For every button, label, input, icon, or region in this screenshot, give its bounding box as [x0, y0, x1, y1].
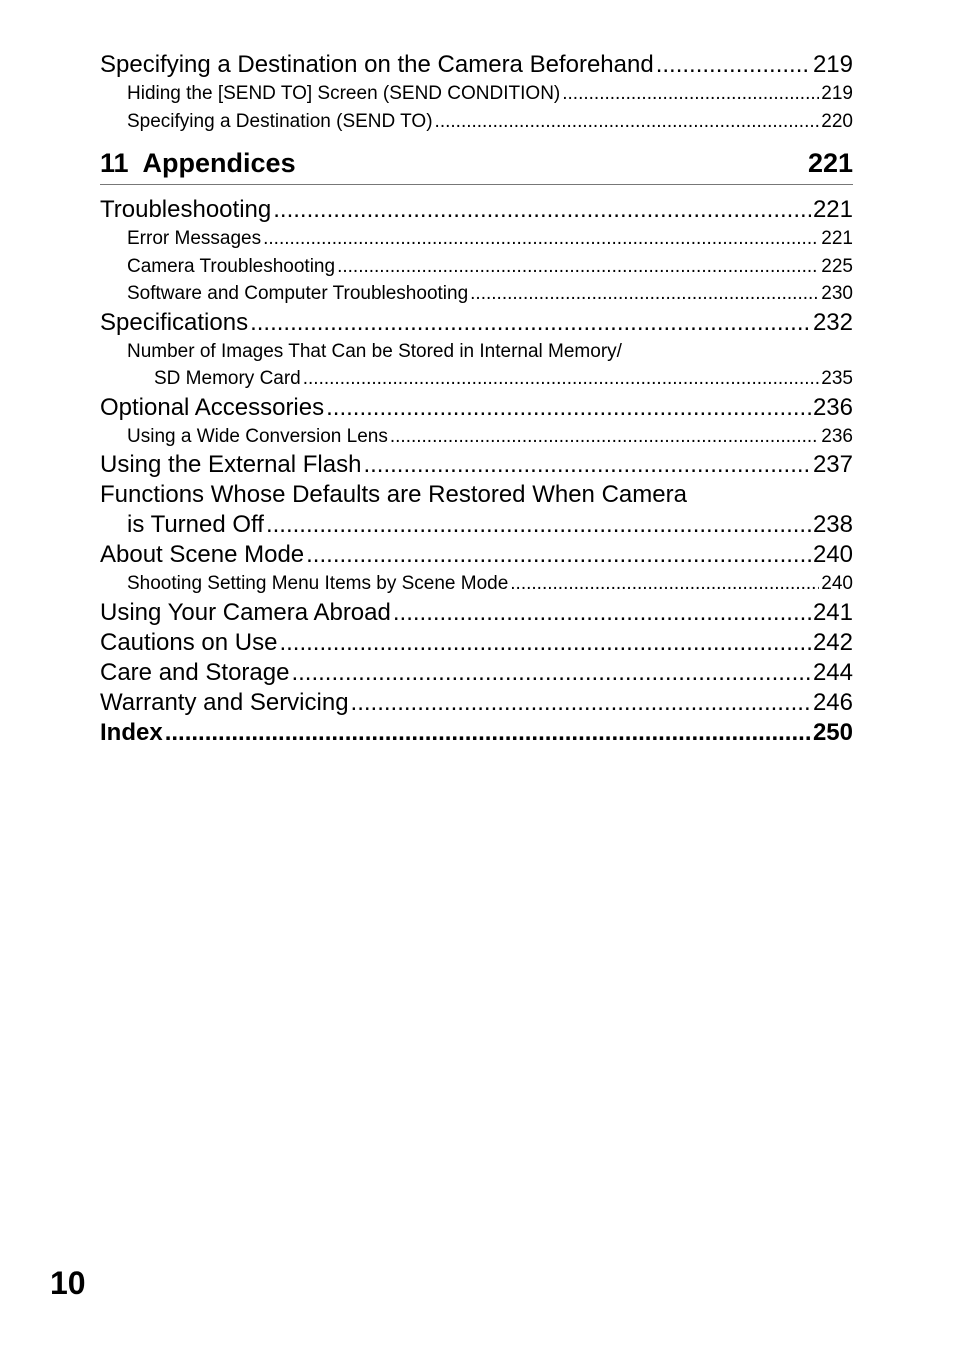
- leader-dots: [273, 195, 811, 225]
- toc-entry-title: Hiding the [SEND TO] Screen (SEND CONDITION): [127, 83, 561, 104]
- chapter-heading[interactable]: [100, 145, 853, 185]
- toc-entry[interactable]: [100, 540, 853, 570]
- toc-entry-page: 220: [821, 110, 853, 132]
- leader-dots: [363, 450, 810, 480]
- toc-subentry-line[interactable]: [100, 338, 853, 366]
- leader-dots: [510, 570, 819, 598]
- leader-dots: [435, 108, 820, 136]
- leader-dots: [263, 225, 819, 253]
- table-of-contents: [100, 50, 853, 748]
- toc-subentry[interactable]: [100, 108, 853, 136]
- toc-entry-title: Camera Troubleshooting: [127, 255, 336, 277]
- leader-dots: [393, 598, 811, 628]
- toc-entry-page: 219: [812, 51, 853, 78]
- toc-entry-title: Specifications: [100, 308, 249, 336]
- toc-entry-page: 250: [812, 718, 853, 746]
- toc-entry-title: Using Your Camera Abroad: [100, 598, 391, 626]
- page-number: 10: [50, 1265, 86, 1301]
- toc-subentry[interactable]: [100, 80, 853, 108]
- toc-subentry[interactable]: [100, 423, 853, 451]
- toc-entry-page: 240: [821, 573, 853, 594]
- chapter-page: 221: [807, 148, 853, 178]
- toc-entry[interactable]: [100, 658, 853, 688]
- toc-entry-page: 246: [812, 688, 853, 716]
- toc-entry-title: Care and Storage: [100, 658, 290, 686]
- toc-entry-page: 238: [812, 511, 853, 538]
- leader-dots: [266, 510, 811, 540]
- toc-entry-title: Warranty and Servicing: [100, 688, 349, 716]
- toc-entry-page: 241: [812, 598, 853, 626]
- leader-dots: [351, 688, 811, 718]
- leader-dots: [337, 253, 819, 281]
- toc-entry-title: is Turned Off: [127, 511, 264, 538]
- toc-entry-title: About Scene Mode: [100, 541, 305, 568]
- toc-entry[interactable]: [100, 450, 853, 480]
- toc-entry-title: Specifying a Destination (SEND TO): [127, 110, 433, 132]
- leader-dots: [279, 628, 811, 658]
- toc-subentry[interactable]: [100, 280, 853, 308]
- toc-subentry[interactable]: [100, 365, 853, 393]
- toc-entry-index[interactable]: [100, 718, 853, 748]
- leader-dots: [656, 50, 811, 80]
- toc-entry-title: Cautions on Use: [100, 628, 278, 656]
- toc-entry-page: 219: [821, 83, 853, 104]
- chapter-title: 11 Appendices: [100, 148, 296, 178]
- toc-entry-title: Functions Whose Defaults are Restored When Camera: [100, 481, 687, 508]
- toc-entry-page: 225: [821, 255, 853, 277]
- toc-entry[interactable]: [100, 688, 853, 718]
- toc-entry-title: Using the External Flash: [100, 451, 362, 478]
- toc-entry-page: 240: [812, 541, 853, 568]
- toc-entry[interactable]: [100, 628, 853, 658]
- toc-entry-page: 221: [812, 196, 853, 223]
- toc-entry[interactable]: [100, 393, 853, 423]
- leader-dots: [326, 393, 811, 423]
- toc-entry-title: SD Memory Card: [154, 368, 301, 389]
- toc-entry[interactable]: [100, 510, 853, 540]
- toc-subentry[interactable]: [100, 225, 853, 253]
- toc-entry-title: Number of Images That Can be Stored in Internal Memory/: [127, 340, 622, 362]
- leader-dots: [470, 280, 819, 308]
- toc-entry-title: Using a Wide Conversion Lens: [127, 425, 388, 447]
- toc-entry[interactable]: [100, 598, 853, 628]
- toc-entry-page: 235: [821, 368, 853, 389]
- toc-entry-title: Specifying a Destination on the Camera Beforehand: [100, 51, 654, 78]
- toc-entry-page: 236: [821, 425, 853, 447]
- leader-dots: [562, 80, 819, 108]
- toc-entry[interactable]: [100, 50, 853, 80]
- toc-entry-page: 221: [821, 228, 853, 249]
- leader-dots: [291, 658, 810, 688]
- toc-entry-page: 242: [812, 628, 853, 656]
- toc-entry-page: 236: [812, 393, 853, 421]
- toc-entry-title: Error Messages: [127, 228, 262, 249]
- toc-entry[interactable]: [100, 195, 853, 225]
- toc-entry-page: 232: [812, 308, 853, 336]
- toc-entry-page: 230: [821, 283, 853, 304]
- toc-entry-title: Software and Computer Troubleshooting: [127, 283, 469, 304]
- toc-subentry[interactable]: [100, 253, 853, 281]
- toc-entry[interactable]: [100, 308, 853, 338]
- toc-entry-title: Troubleshooting: [100, 196, 272, 223]
- leader-dots: [306, 540, 811, 570]
- leader-dots: [250, 308, 811, 338]
- leader-dots: [390, 423, 819, 451]
- toc-entry-line[interactable]: [100, 480, 853, 510]
- toc-entry-title: Shooting Setting Menu Items by Scene Mode: [127, 573, 509, 594]
- toc-entry-title: Index: [100, 718, 163, 746]
- leader-dots: [303, 365, 820, 393]
- toc-entry-title: Optional Accessories: [100, 393, 325, 421]
- toc-entry-page: 237: [812, 451, 853, 478]
- toc-entry-page: 244: [812, 658, 853, 686]
- toc-subentry[interactable]: [100, 570, 853, 598]
- leader-dots: [165, 718, 811, 748]
